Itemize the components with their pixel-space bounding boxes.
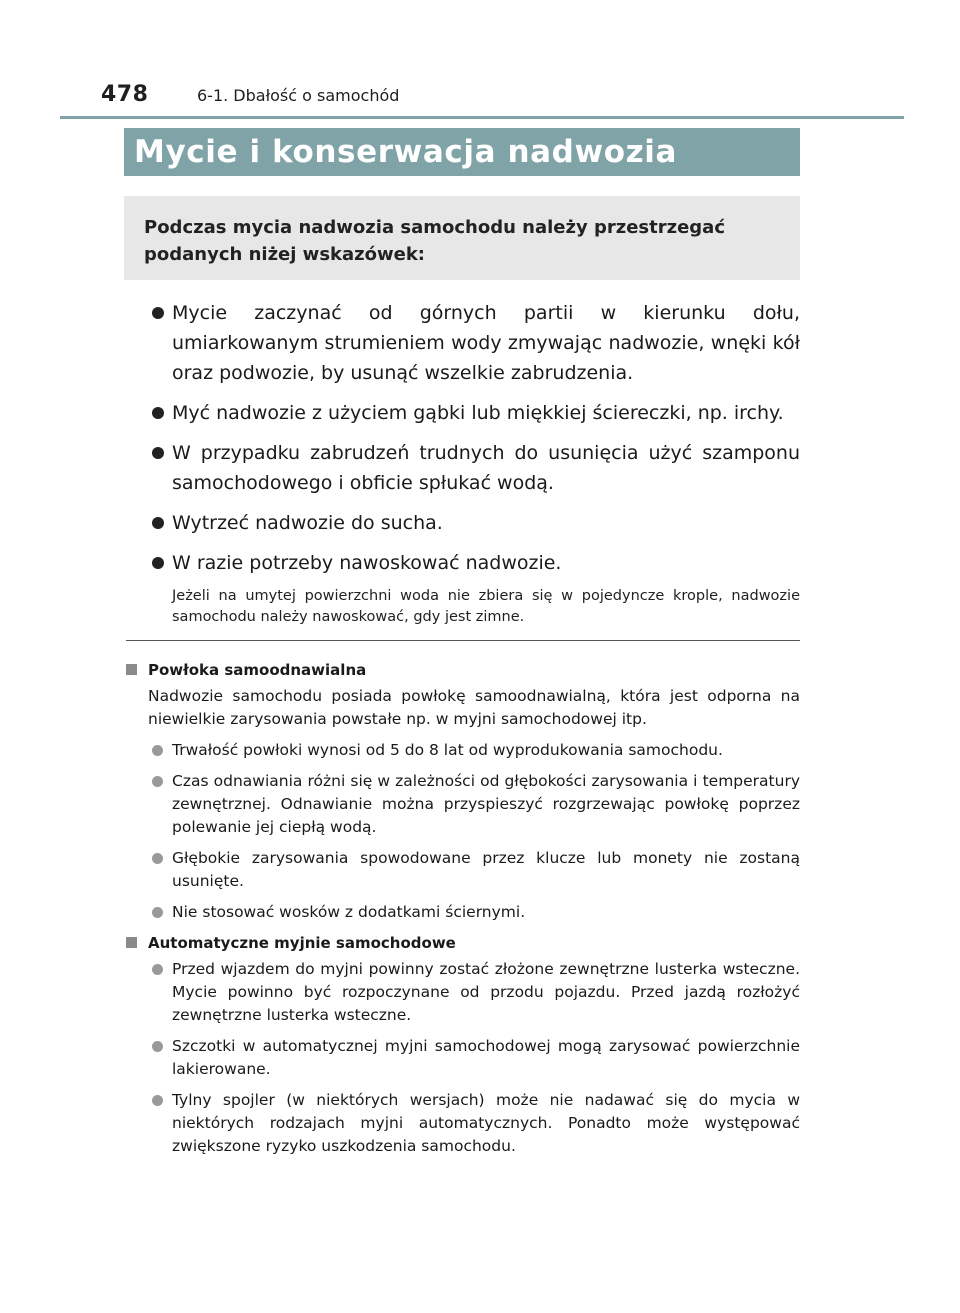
header-rule	[60, 116, 904, 119]
list-item: Czas odnawiania różni się w zależności od głębokości zarysowania i temperatury zewnętrznej. Odnawianie można przyspieszyć rozgrzewając powłokę poprzez polewanie jej ciepłą wodą.	[126, 770, 800, 839]
wash-instructions	[126, 298, 800, 628]
list-item: Trwałość powłoki wynosi od 5 do 8 lat od wyprodukowania samochodu.	[126, 739, 800, 762]
bullet-dot-icon	[152, 517, 164, 529]
bullet-dot-icon	[152, 407, 164, 419]
bullet-dot-icon	[152, 1041, 163, 1052]
self-healing-text: Nadwozie samochodu posiada powłokę samoodnawialną, która jest odporna na niewielkie zarysowania powstałe np. w myjni samochodowej itp.	[148, 687, 800, 728]
section-name: 6-1. Dbałość o samochód	[197, 86, 400, 105]
bullet-dot-icon	[152, 964, 163, 975]
list-item: Szczotki w automatycznej myjni samochodowej mogą zarysować powierzchnie lakierowane.	[126, 1035, 800, 1081]
list-item: Przed wjazdem do myjni powinny zostać złożone zewnętrzne lusterka wsteczne. Mycie powinno być rozpoczynane od przodu pojazdu. Przed jazdą rozłożyć zewnętrzne lusterka wsteczne.	[126, 958, 800, 1027]
intro-box	[124, 196, 800, 280]
list-item: Tylny spojler (w niektórych wersjach) może nie nadawać się do mycia w niektórych rodzajach myjni automatycznych. Ponadto może występować zwiększone ryzyko uszkodzenia samochodu.	[126, 1089, 800, 1158]
bullet-dot-icon	[152, 307, 164, 319]
list-item	[126, 508, 800, 538]
square-bullet-icon	[126, 937, 137, 948]
list-item	[126, 298, 800, 388]
list-item-text: W razie potrzeby nawoskować nadwozie.	[172, 552, 562, 574]
section-divider	[126, 640, 800, 641]
bullet-dot-icon	[152, 907, 163, 918]
self-healing-heading: Powłoka samoodnawialna	[126, 659, 800, 681]
page-number: 478	[101, 82, 149, 107]
list-item-text: Wytrzeć nadwozie do sucha.	[172, 512, 443, 534]
list-item: Nie stosować wosków z dodatkami ściernymi.	[126, 901, 800, 924]
list-item-text: Myć nadwozie z użyciem gąbki lub miękkiej ściereczki, np. irchy.	[172, 402, 784, 424]
list-item-text: W przypadku zabrudzeń trudnych do usunięcia użyć szamponu samochodowego i obficie spłukać wodą.	[172, 442, 800, 494]
intro-text: Podczas mycia nadwozia samochodu należy przestrzegać podanych niżej wskazówek:	[144, 217, 726, 265]
square-bullet-icon	[126, 664, 137, 675]
page-title: Mycie i konserwacja nadwozia	[124, 128, 800, 176]
bullet-dot-icon	[152, 776, 163, 787]
list-item-text: Mycie zaczynać od górnych partii w kierunku dołu, umiarkowanym strumieniem wody zmywając nadwozie, wnęki kół oraz podwozie, by usunąć wszelkie zabrudzenia.	[172, 302, 800, 384]
list-item	[126, 438, 800, 498]
wax-note: Jeżeli na umytej powierzchni woda nie zbiera się w pojedyncze krople, nadwozie samochodu należy nawoskować, gdy jest zimne.	[172, 588, 800, 625]
list-item	[126, 398, 800, 428]
bullet-dot-icon	[152, 745, 163, 756]
bullet-dot-icon	[152, 447, 164, 459]
bullet-dot-icon	[152, 557, 164, 569]
list-item: Głębokie zarysowania spowodowane przez klucze lub monety nie zostaną usunięte.	[126, 847, 800, 893]
car-wash-heading: Automatyczne myjnie samochodowe	[126, 932, 800, 954]
bullet-dot-icon	[152, 853, 163, 864]
additional-info	[126, 659, 800, 1166]
page-header	[101, 80, 901, 114]
bullet-dot-icon	[152, 1095, 163, 1106]
list-item	[126, 548, 800, 578]
